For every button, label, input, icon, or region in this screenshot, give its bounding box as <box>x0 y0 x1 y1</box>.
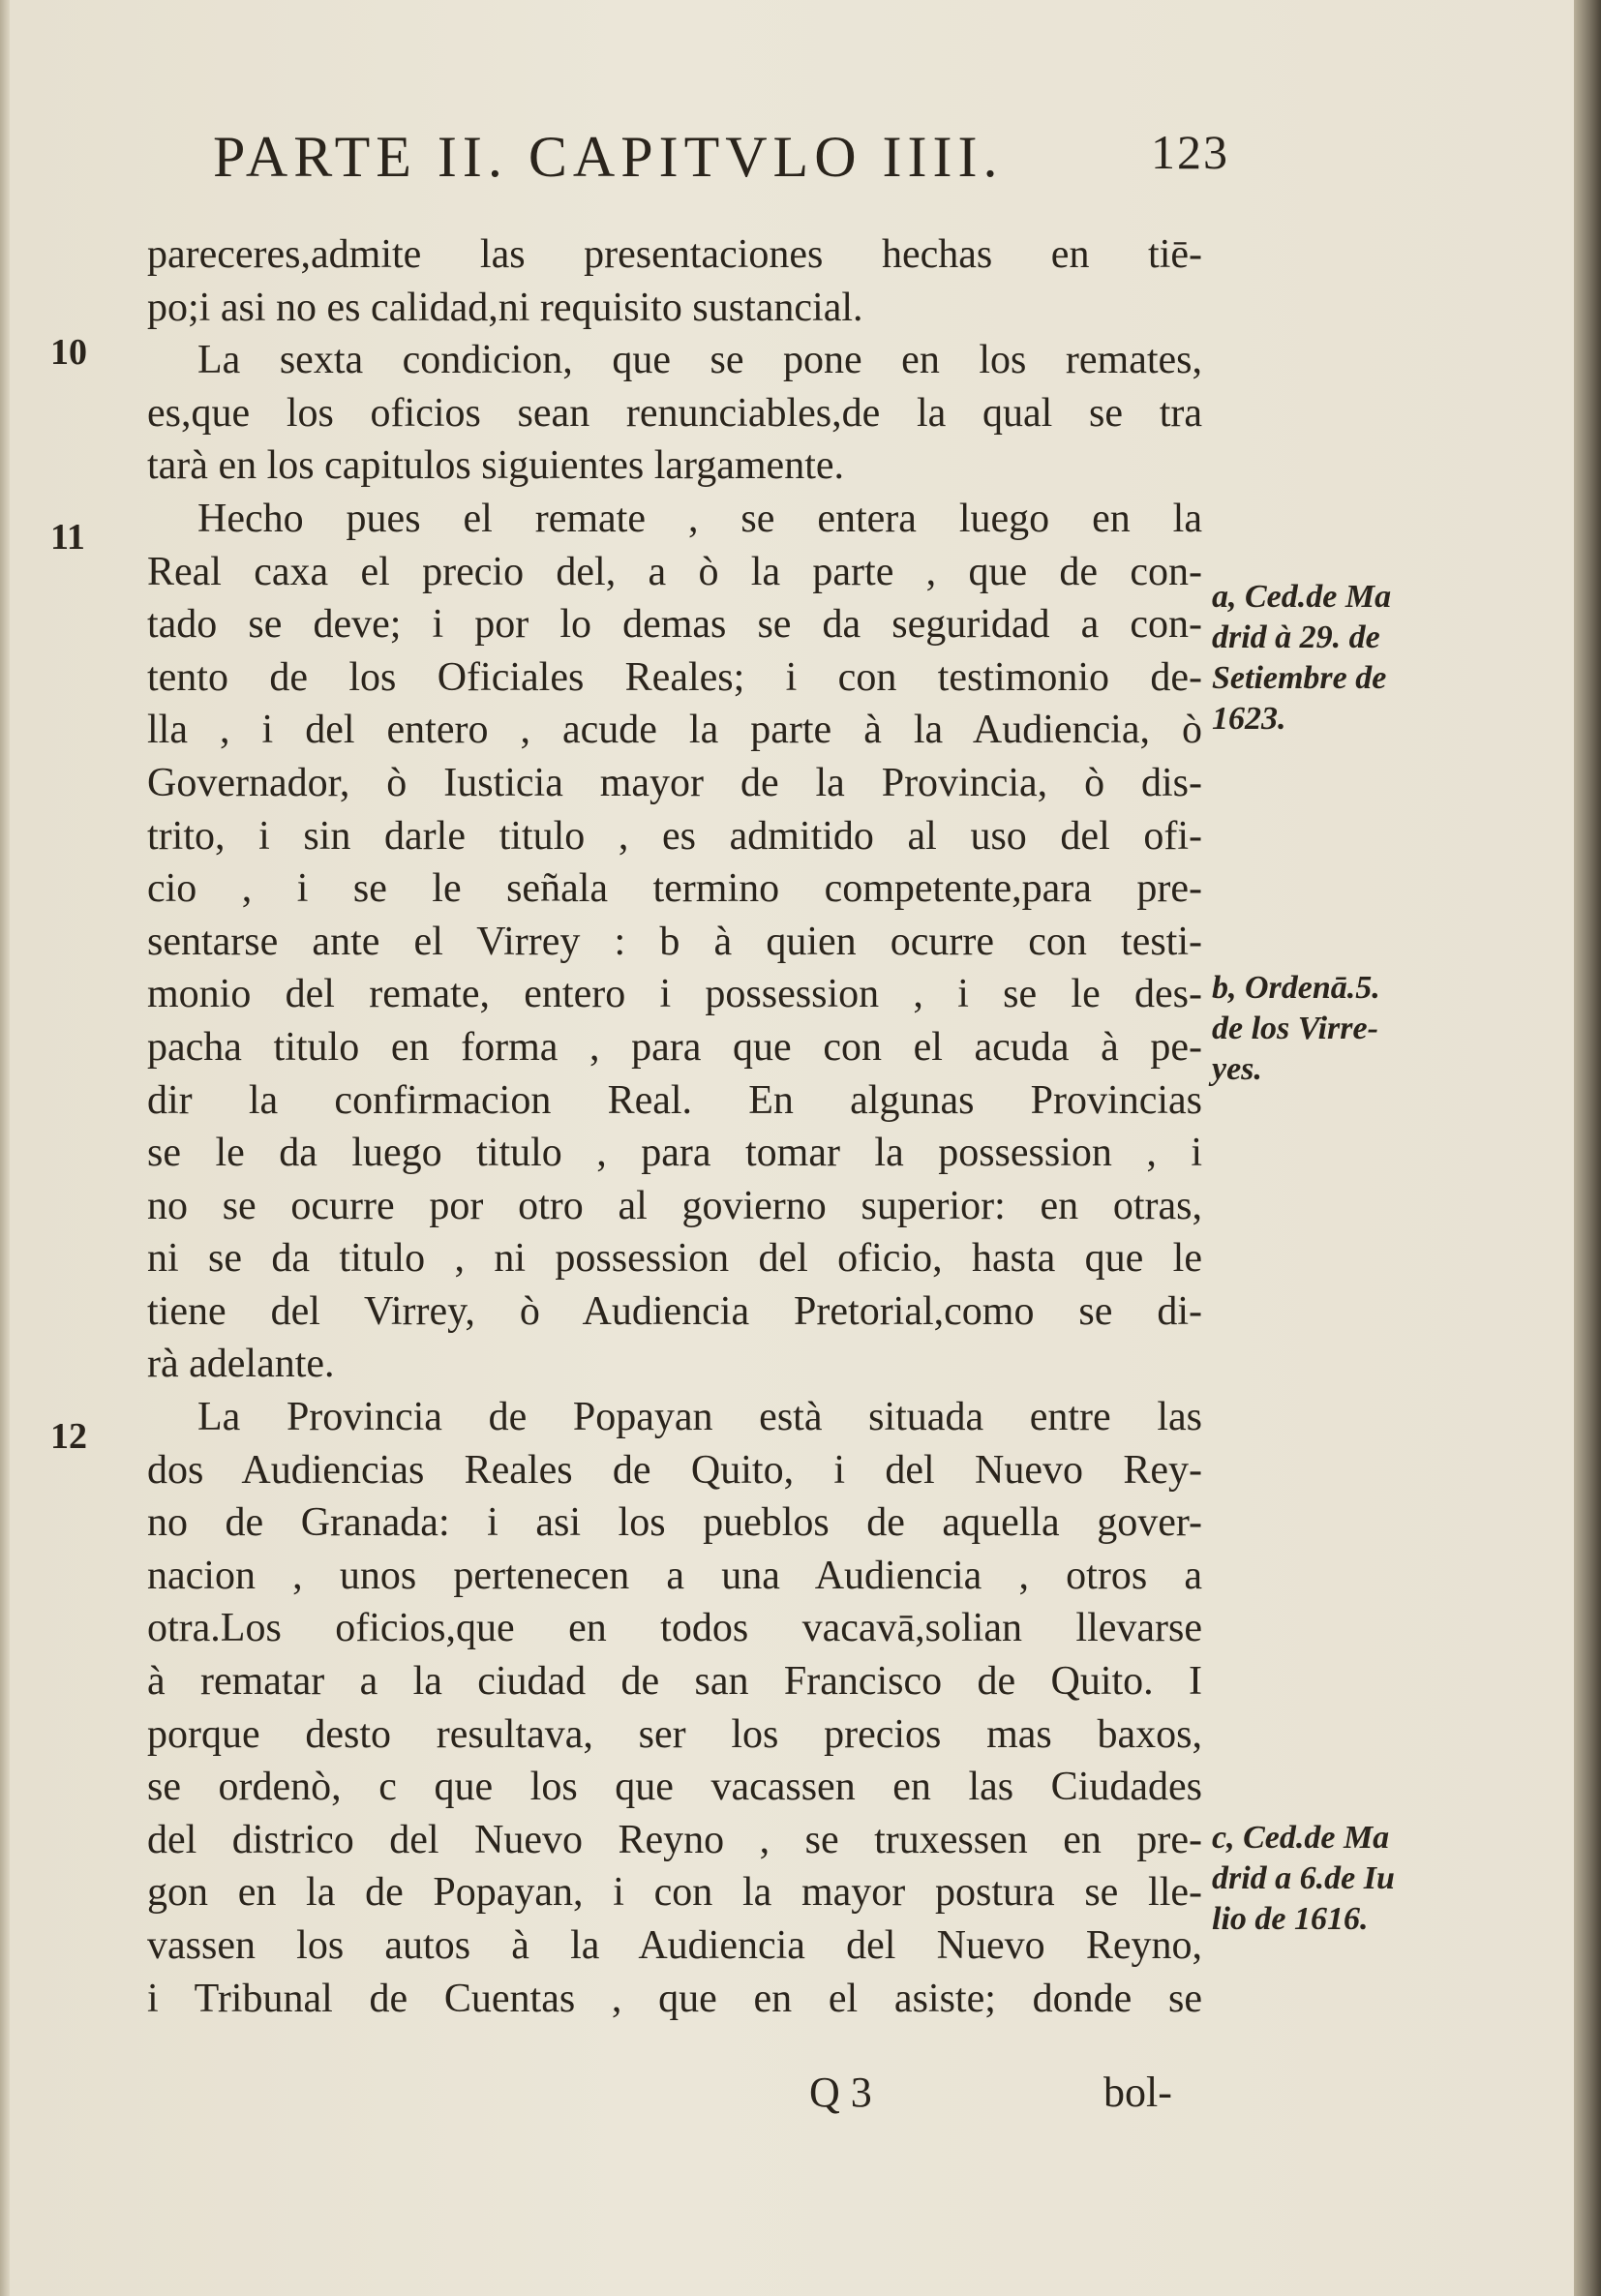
text-line: nacion , unos pertenecen a una Audiencia , otros a <box>147 1553 1202 1598</box>
text-line: ni se da titulo , ni possession del oficio, hasta que le <box>147 1236 1202 1282</box>
page-number: 123 <box>1151 125 1229 179</box>
text-line: del districo del Nuevo Reyno , se truxessen en pre- <box>147 1817 1202 1862</box>
signature-mark: Q 3 <box>809 2069 872 2116</box>
text-line: porque desto resultava, ser los precios mas baxos, <box>147 1711 1202 1757</box>
running-title: PARTE II. CAPITVLO IIII. <box>213 125 1004 189</box>
paragraph-number-12: 12 <box>50 1416 87 1457</box>
text-line: pacha titulo en forma , para que con el acuda à pe- <box>147 1024 1202 1070</box>
text-line: rà adelante. <box>147 1342 335 1387</box>
text-line: se le da luego titulo , para tomar la possession , i <box>147 1131 1202 1176</box>
text-line: tiene del Virrey, ò Audiencia Pretorial,como se di- <box>147 1288 1202 1334</box>
text-line: tarà en los capitulos siguientes largamente. <box>147 443 845 489</box>
text-line: es,que los oficios sean renunciables,de la qual se tra <box>147 390 1202 436</box>
text-line: trito, i sin darle titulo , es admitido al uso del ofi- <box>147 813 1202 859</box>
text-line: La sexta condicion, que se pone en los remates, <box>197 338 1202 383</box>
marginal-note-b: b, Ordenā.5. de los Virre- yes. <box>1212 970 1380 1087</box>
text-line: La Provincia de Popayan està situada entre las <box>197 1395 1202 1440</box>
page-left-edge <box>0 0 10 2296</box>
text-line: otra.Los oficios,que en todos vacavā,solian llevarse <box>147 1606 1202 1651</box>
text-line: vassen los autos à la Audiencia del Nuevo Reyno, <box>147 1923 1202 1968</box>
text-line: dir la confirmacion Real. En algunas Provincias <box>147 1077 1202 1123</box>
text-line: i Tribunal de Cuentas , que en el asiste; donde se <box>147 1976 1202 2021</box>
text-line: à rematar a la ciudad de san Francisco de Quito. I <box>147 1659 1202 1705</box>
text-line: no de Granada: i asi los pueblos de aquella gover- <box>147 1500 1202 1546</box>
text-line: cio , i se le señala termino competente,para pre- <box>147 866 1202 912</box>
text-line: Hecho pues el remate , se entera luego en la <box>197 496 1202 541</box>
text-line: dos Audiencias Reales de Quito, i del Nuevo Rey- <box>147 1447 1202 1493</box>
text-line: monio del remate, entero i possession , i se le des- <box>147 972 1202 1017</box>
text-line: lla , i del entero , acude la parte à la Audiencia, ò <box>147 708 1202 753</box>
text-line: tado se deve; i por lo demas se da seguridad a con- <box>147 602 1202 648</box>
paragraph-number-10: 10 <box>50 332 87 373</box>
marginal-note-a: a, Ced.de Ma drid à 29. de Setiembre de 1623. <box>1212 579 1392 737</box>
text-line: pareceres,admite las presentaciones hechas en tiē- <box>147 232 1202 277</box>
text-line: po;i asi no es calidad,ni requisito sustancial. <box>147 285 863 330</box>
text-line: se ordenò, c que los que vacassen en las Ciudades <box>147 1765 1202 1810</box>
text-line: tento de los Oficiales Reales; i con testimonio de- <box>147 654 1202 700</box>
catchword: bol- <box>1103 2069 1172 2116</box>
marginal-note-c: c, Ced.de Ma drid a 6.de Iu lio de 1616. <box>1212 1820 1395 1937</box>
text-line: no se ocurre por otro al govierno superior: en otras, <box>147 1183 1202 1228</box>
paragraph-number-11: 11 <box>50 517 85 558</box>
body-text <box>147 228 1202 2025</box>
text-line: sentarse ante el Virrey : b à quien ocurre con testi- <box>147 919 1202 964</box>
page-right-edge <box>1574 0 1601 2296</box>
text-line: gon en la de Popayan, i con la mayor postura se lle- <box>147 1870 1202 1916</box>
text-line: Real caxa el precio del, a ò la parte , que de con- <box>147 549 1202 594</box>
text-line: Governador, ò Iusticia mayor de la Provincia, ò dis- <box>147 760 1202 805</box>
running-header <box>213 124 1229 201</box>
